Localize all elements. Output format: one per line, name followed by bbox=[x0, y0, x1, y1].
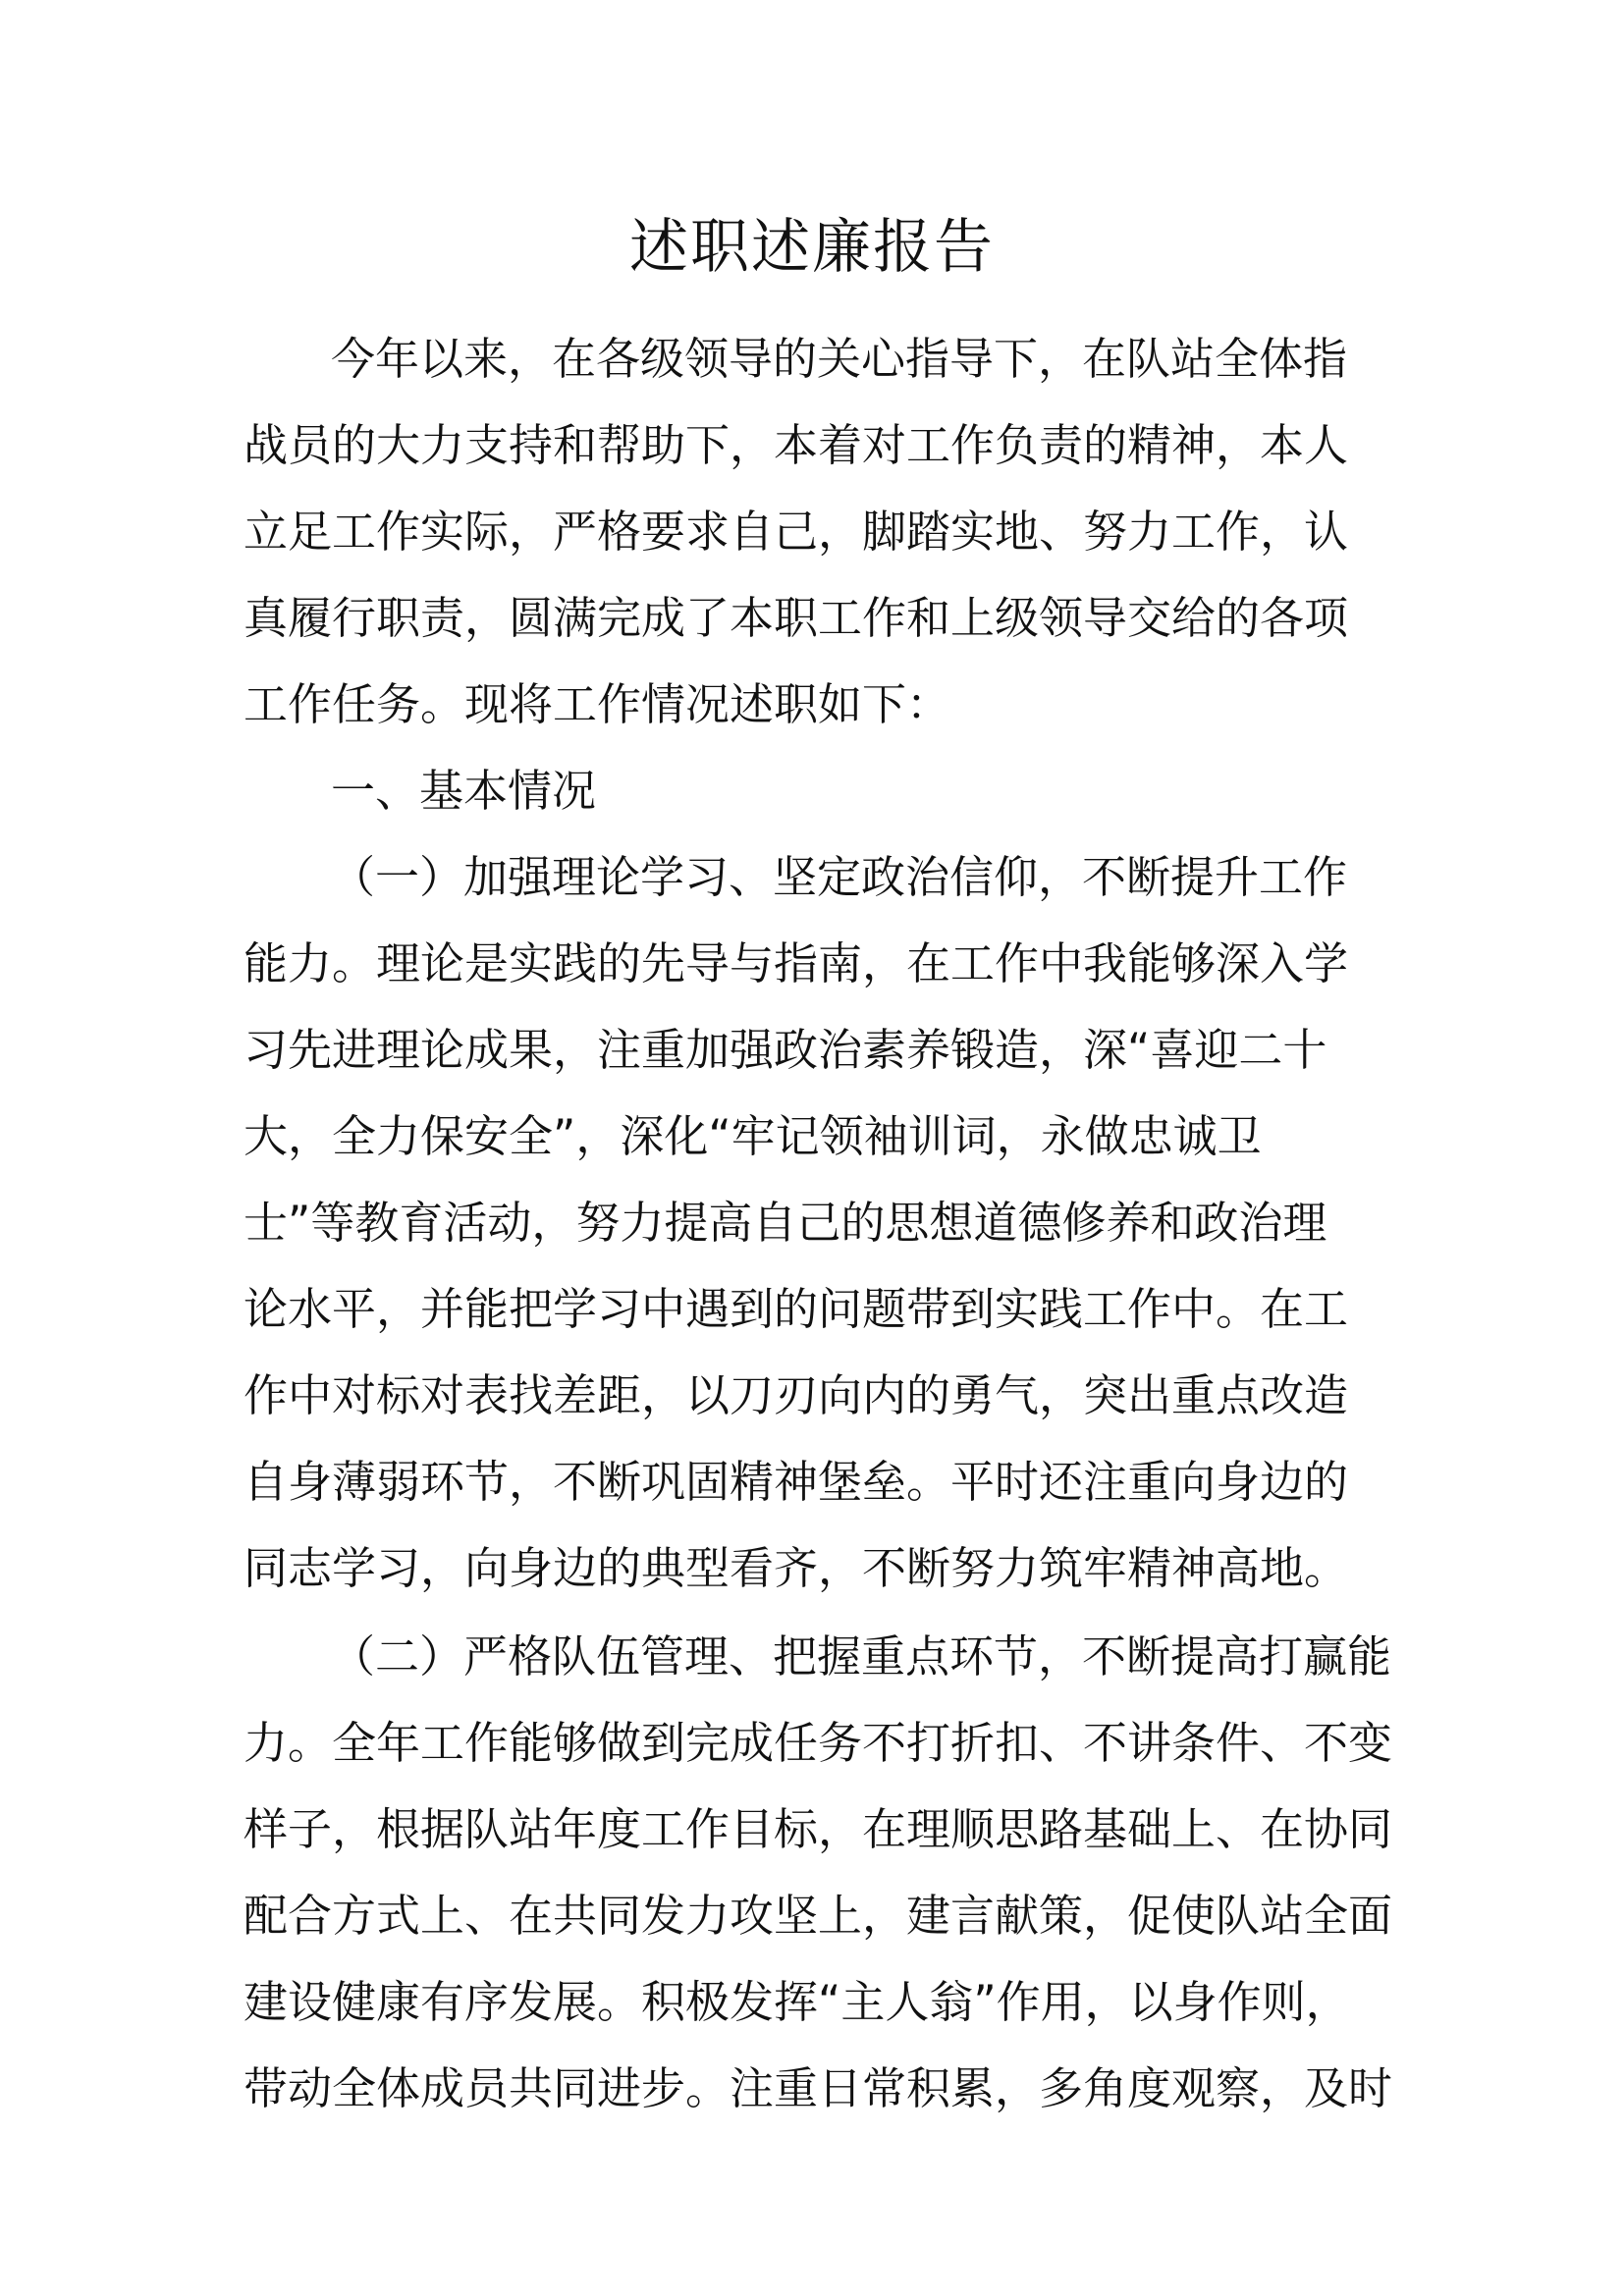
subsection-heading-line: （二）严格队伍管理、把握重点环节，不断提高打赢能 bbox=[331, 1630, 1392, 1682]
text-line: 力。全年工作能够做到完成任务不打折扣、不讲条件、不变 bbox=[244, 1717, 1393, 1769]
text-line: 作中对标对表找差距，以刀刃向内的勇气，突出重点改造 bbox=[244, 1369, 1349, 1421]
text-line: 带动全体成员共同进步。注重日常积累，多角度观察，及时 bbox=[244, 2062, 1393, 2114]
section-heading: 一、基本情况 bbox=[331, 765, 597, 817]
text-line: 真履行职责，圆满完成了本职工作和上级领导交给的各项 bbox=[244, 592, 1349, 644]
text-line: 论水平，并能把学习中遇到的问题带到实践工作中。在工 bbox=[244, 1283, 1349, 1335]
text-line: 自身薄弱环节，不断巩固精神堡垒。平时还注重向身边的 bbox=[244, 1456, 1349, 1508]
text-line: 同志学习，向身边的典型看齐，不断努力筑牢精神高地。 bbox=[244, 1542, 1349, 1594]
text-line: 大，全力保安全”，深化“牢记领袖训词，永做忠诚卫 bbox=[244, 1110, 1262, 1162]
text-line: 立足工作实际，严格要求自己，脚踏实地、努力工作，认 bbox=[244, 506, 1349, 558]
text-line: 建设健康有序发展。积极发挥“主人翁”作用，以身作则， bbox=[244, 1976, 1350, 2028]
text-line: 配合方式上、在共同发力攻坚上，建言献策，促使队站全面 bbox=[244, 1890, 1393, 1942]
page-title: 述职述廉报告 bbox=[629, 213, 995, 282]
text-line: 习先进理论成果，注重加强政治素养锻造，深“喜迎二十 bbox=[244, 1024, 1327, 1076]
text-line: 战员的大力支持和帮助下，本着对工作负责的精神，本人 bbox=[244, 419, 1349, 471]
subsection-heading-line: （一）加强理论学习、坚定政治信仰，不断提升工作 bbox=[331, 851, 1348, 903]
text-line: 工作任务。现将工作情况述职如下： bbox=[244, 678, 951, 730]
text-line: 今年以来，在各级领导的关心指导下，在队站全体指 bbox=[331, 333, 1348, 385]
text-line: 士”等教育活动，努力提高自己的思想道德修养和政治理 bbox=[244, 1197, 1327, 1249]
text-line: 样子，根据队站年度工作目标，在理顺思路基础上、在协同 bbox=[244, 1803, 1393, 1855]
text-line: 能力。理论是实践的先导与指南，在工作中我能够深入学 bbox=[244, 937, 1349, 989]
